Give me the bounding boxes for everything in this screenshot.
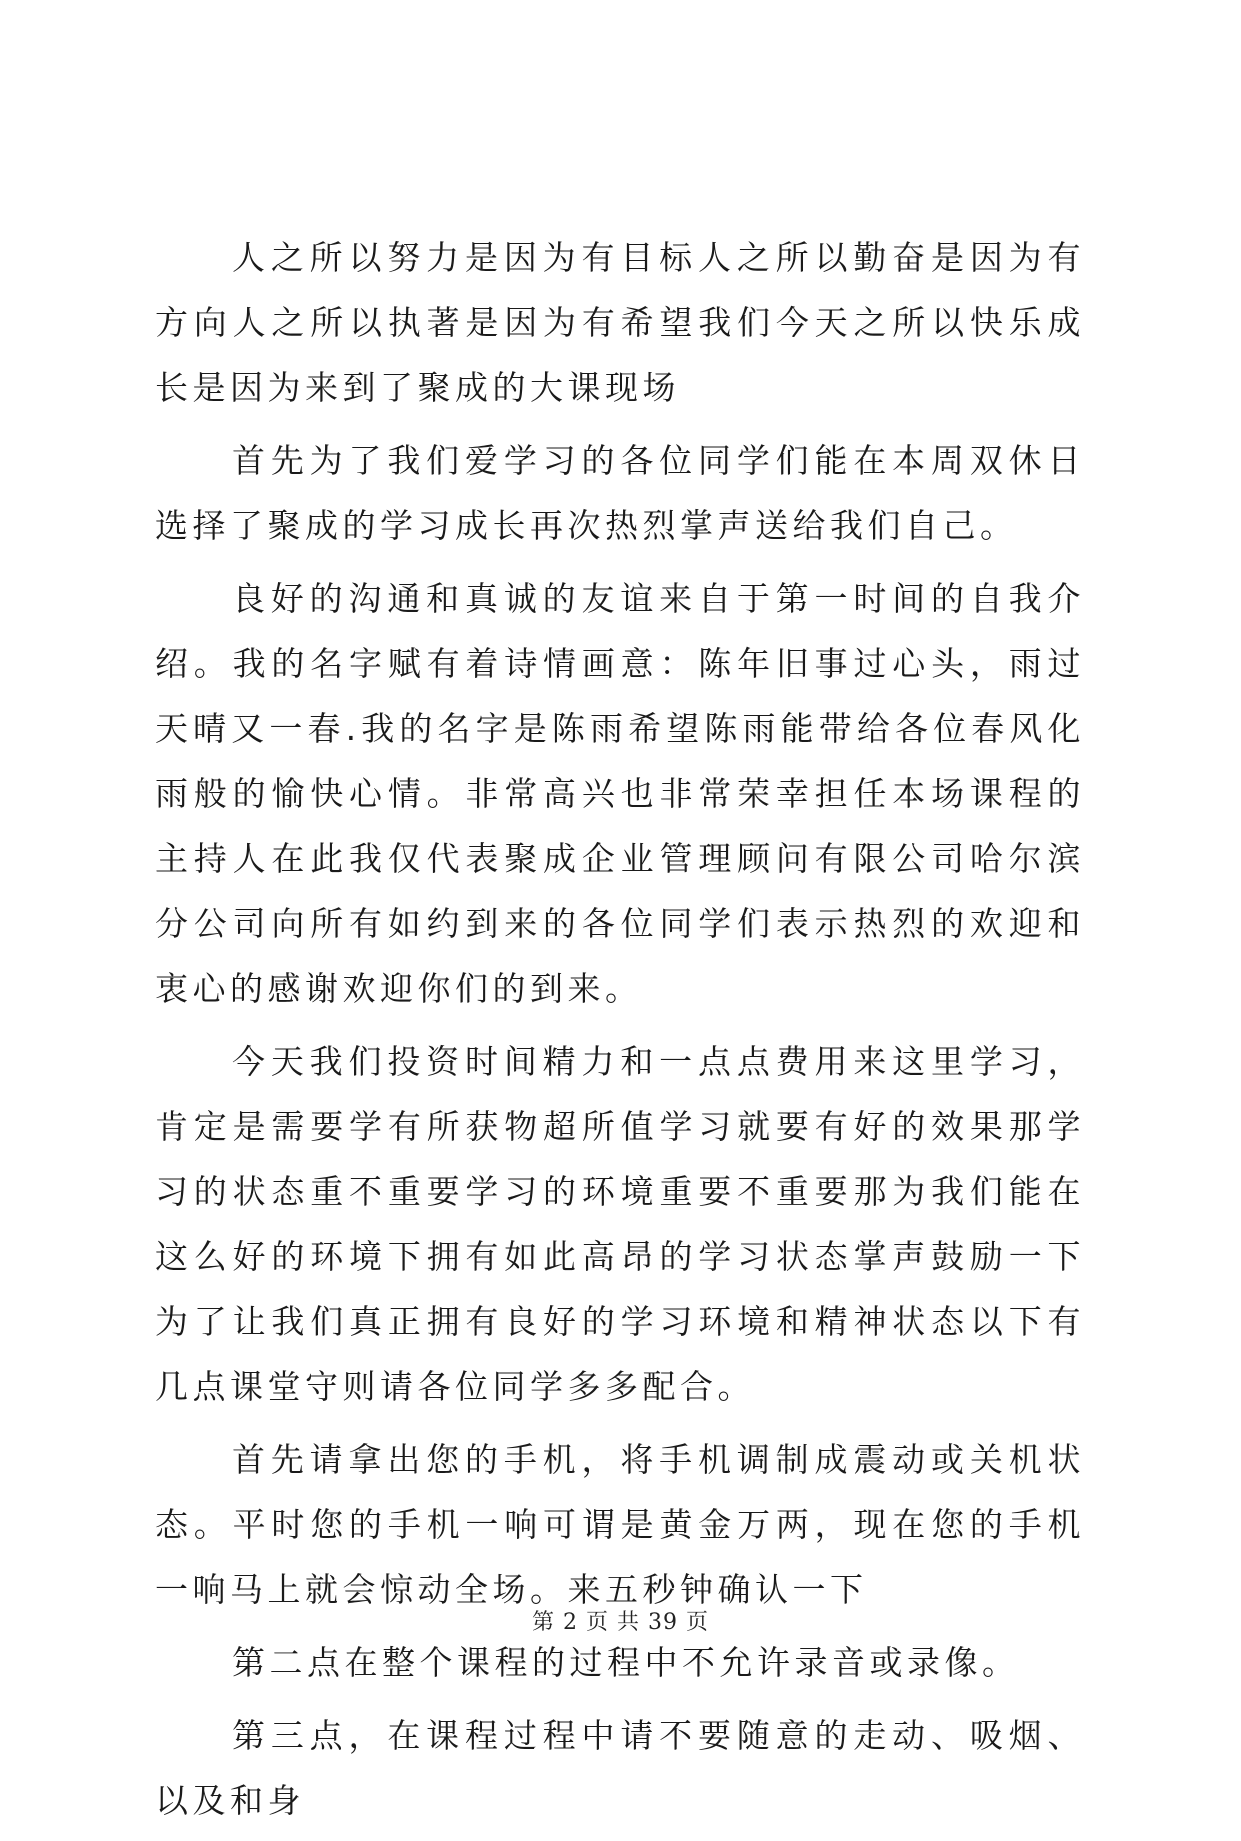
- paragraph-1: 人之所以努力是因为有目标人之所以勤奋是因为有方向人之所以执著是因为有希望我们今天之所以快乐成长是因为来到了聚成的大课现场: [155, 238, 1085, 407]
- paragraph-2: 首先为了我们爱学习的各位同学们能在本周双休日选择了聚成的学习成长再次热烈掌声送给我们自己。: [155, 441, 1085, 545]
- paragraph-6: 第二点在整个课程的过程中不允许录音或录像。: [232, 1643, 1020, 1682]
- paragraph-5: 首先请拿出您的手机，将手机调制成震动或关机状态。平时您的手机一响可谓是黄金万两，现在您的手机一响马上就会惊动全场。来五秒钟确认一下: [155, 1440, 1085, 1609]
- paragraph-3: 良好的沟通和真诚的友谊来自于第一时间的自我介绍。我的名字赋有着诗情画意：陈年旧事过心头，雨过天晴又一春.我的名字是陈雨希望陈雨能带给各位春风化雨般的愉快心情。非常高兴也非常荣幸担任本场课程的主持人在此我仅代表聚成企业管理顾问有限公司哈尔滨分公司向所有如约到来的各位同学们表示热烈的欢迎和衷心的感谢欢迎你们的到来。: [155, 579, 1085, 1008]
- page-footer: 第 2 页 共 39 页: [532, 1610, 709, 1635]
- paragraph-7: 第三点，在课程过程中请不要随意的走动、吸烟、以及和身: [155, 1716, 1085, 1820]
- document-body: [155, 225, 1085, 1841]
- paragraph-4: 今天我们投资时间精力和一点点费用来这里学习，肯定是需要学有所获物超所值学习就要有好的效果那学习的状态重不重要学习的环境重要不重要那为我们能在这么好的环境下拥有如此高昂的学习状态掌声鼓励一下为了让我们真正拥有良好的学习环境和精神状态以下有几点课堂守则请各位同学多多配合。: [155, 1042, 1085, 1406]
